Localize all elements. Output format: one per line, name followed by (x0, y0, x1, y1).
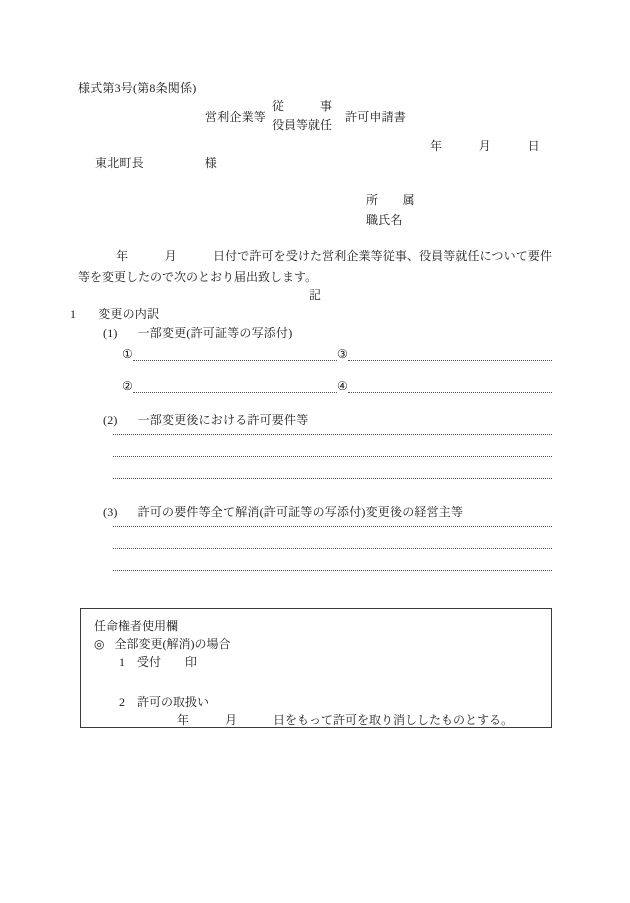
official-use-entry-1-number: 1 (119, 655, 125, 669)
ruled-line[interactable] (113, 478, 552, 479)
case-marker-icon: ◎ (94, 637, 105, 651)
outline-item-1 (70, 306, 159, 322)
title-option-employment: 従 事 (272, 99, 333, 113)
addressee-line: 東北町長 様 (95, 156, 218, 170)
revocation-date-line: 年 月 日をもって許可を取り消ししたものとする。 (177, 713, 514, 727)
title-tail-text: 許可申請書 (345, 110, 407, 124)
subsection-1-label: 一部変更(許可証等の写添付) (137, 326, 293, 340)
subsection-2 (103, 412, 308, 428)
fill-cell-circled-4 (337, 380, 552, 393)
dotted-fill-line[interactable] (348, 381, 552, 393)
subsection-1-number: (1) (103, 326, 118, 340)
fill-row-1 (122, 348, 552, 361)
dotted-fill-line[interactable] (348, 349, 552, 361)
dotted-fill-line[interactable] (133, 349, 337, 361)
ki-marker: 記 (308, 288, 321, 302)
official-use-case-label: 全部変更(解消)の場合 (114, 637, 231, 651)
ruled-line[interactable] (113, 548, 552, 549)
circled-number-4: ④ (337, 379, 348, 393)
official-use-box (80, 608, 552, 728)
subsection-3 (103, 504, 463, 520)
subsection-3-label: 許可の要件等全て解消(許可証等の写添付)変更後の経営主等 (137, 505, 464, 519)
official-use-box-title: 任命権者使用欄 (94, 619, 179, 633)
title-option-officer-appointment: 役員等就任 (272, 117, 333, 132)
body-paragraph-text: 年 月 日付で許可を受けた営利企業等従事、役員等就任について要件等を変更したので次のとおり届出致します。 (78, 249, 552, 284)
fill-cell-circled-2 (122, 380, 337, 393)
subsection-3-number: (3) (103, 505, 118, 519)
official-use-entry-2-label: 許可の取扱い (137, 695, 210, 709)
ruled-line[interactable] (113, 434, 552, 435)
seal-mark-label: 印 (185, 655, 198, 669)
outline-item-1-label: 変更の内訳 (98, 307, 160, 321)
official-use-entry-2 (119, 693, 209, 710)
signer-name-label: 職氏名 (366, 213, 403, 227)
subsection-2-label: 一部変更後における許可要件等 (137, 413, 309, 427)
body-paragraph (78, 246, 552, 287)
ruled-line[interactable] (113, 570, 552, 571)
ruled-line[interactable] (113, 456, 552, 457)
fill-cell-circled-1 (122, 348, 337, 361)
circled-number-2: ② (122, 379, 133, 393)
subsection-2-number: (2) (103, 413, 118, 427)
ruled-line[interactable] (113, 526, 552, 527)
header-date-field: 年 月 日 (430, 139, 540, 153)
signer-affiliation-label: 所 属 (366, 193, 415, 207)
official-use-entry-2-number: 2 (119, 695, 125, 709)
dotted-fill-line[interactable] (133, 381, 337, 393)
subsection-1 (103, 325, 292, 341)
form-number: 様式第3号(第8条関係) (78, 81, 197, 95)
title-lead-text: 営利企業等 (205, 110, 267, 124)
fill-cell-circled-3 (337, 348, 552, 361)
circled-number-3: ③ (337, 347, 348, 361)
fill-row-2 (122, 380, 552, 393)
circled-number-1: ① (122, 347, 133, 361)
official-use-entry-1-label: 受付 (137, 655, 162, 669)
outline-item-1-number: 1 (70, 307, 77, 321)
official-use-case-row (94, 635, 230, 652)
official-use-entry-1 (119, 653, 197, 670)
